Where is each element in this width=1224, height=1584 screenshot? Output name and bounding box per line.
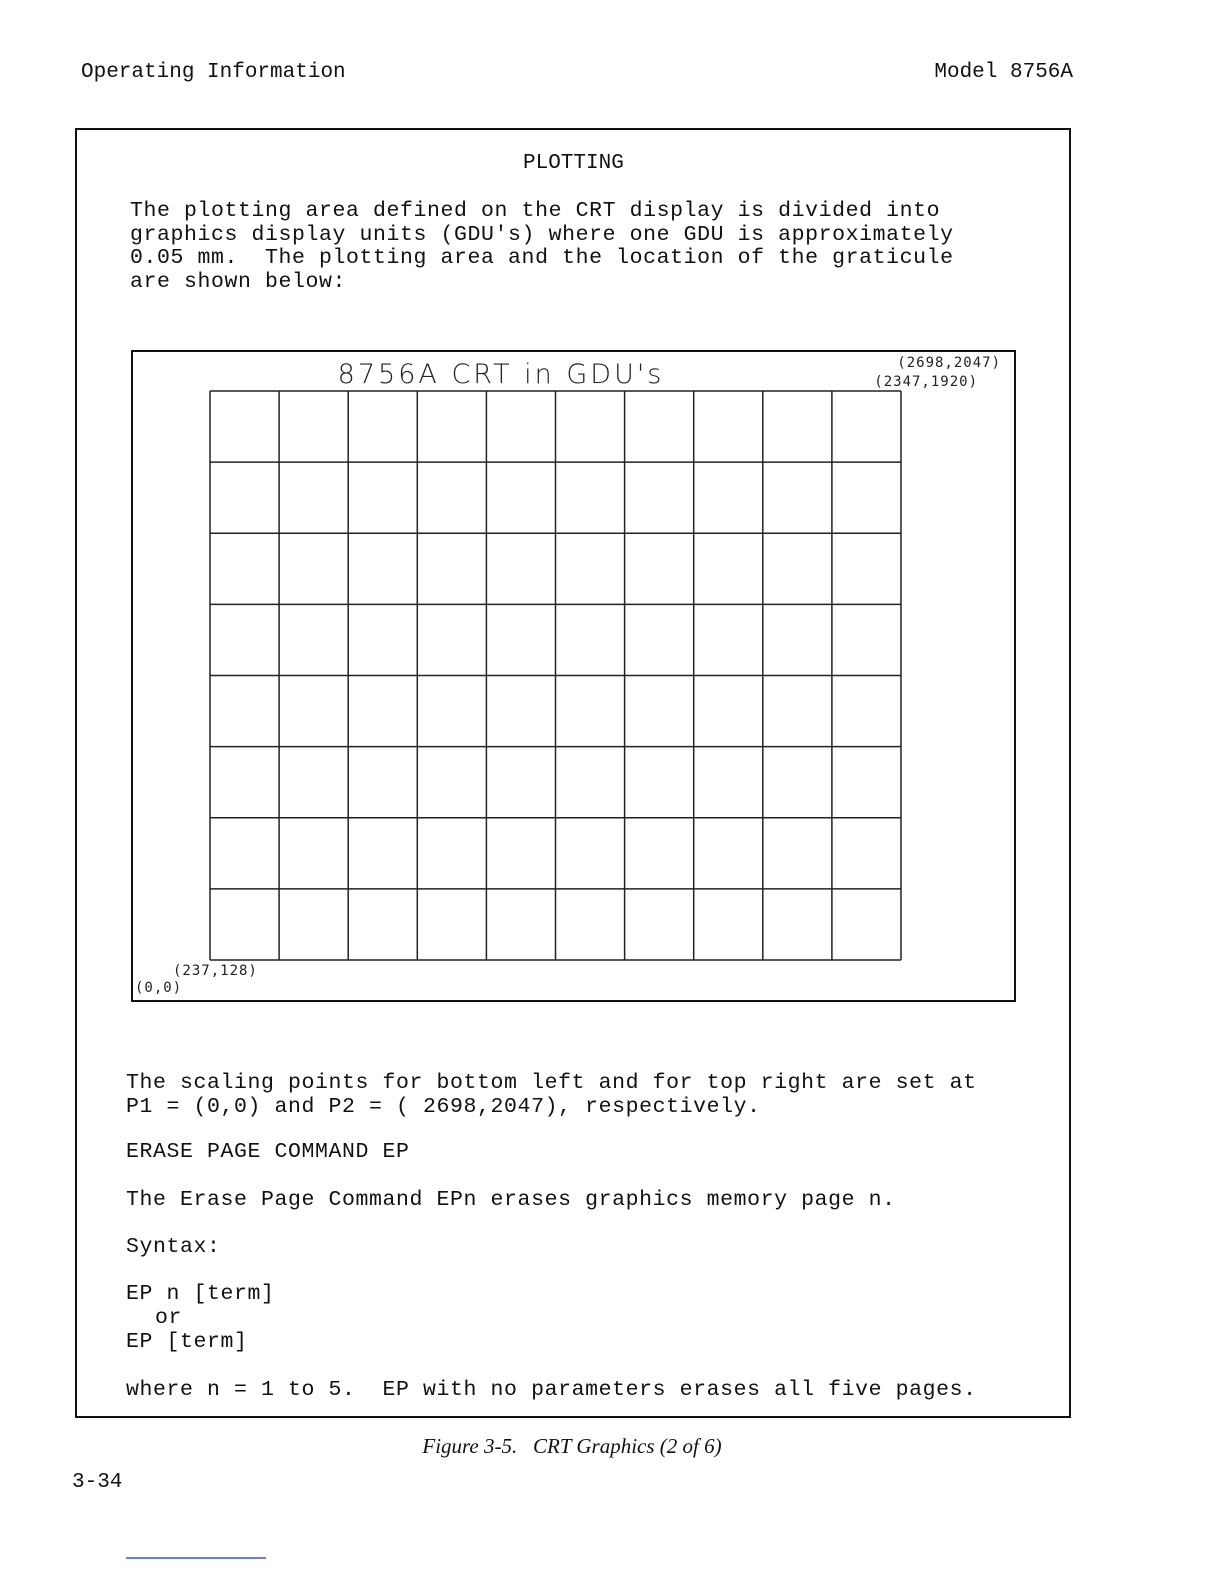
syntax-or: or bbox=[155, 1306, 183, 1330]
graticule-bottom-left-coord: (237,128) bbox=[173, 963, 258, 979]
intro-line: 0.05 mm. The plotting area and the location of the graticule bbox=[130, 246, 954, 270]
figure-caption: Figure 3-5. CRT Graphics (2 of 6) bbox=[422, 1434, 722, 1458]
scaling-line: The scaling points for bottom left and for top right are set at bbox=[126, 1071, 977, 1095]
intro-paragraph bbox=[130, 200, 954, 294]
syntax-form-2: EP [term] bbox=[126, 1330, 248, 1354]
parameter-note: where n = 1 to 5. EP with no parameters erases all five pages. bbox=[126, 1378, 977, 1402]
origin-coord: (0,0) bbox=[135, 980, 183, 996]
erase-page-heading: ERASE PAGE COMMAND EP bbox=[126, 1140, 410, 1164]
graticule-top-right-coord: (2347,1920) bbox=[874, 374, 978, 390]
header-model: Model 8756A bbox=[934, 61, 1073, 84]
scaling-line: P1 = (0,0) and P2 = ( 2698,2047), respectively. bbox=[126, 1094, 761, 1119]
crt-diagram-title: 8756A CRT in GDU's bbox=[337, 359, 665, 390]
erase-page-description: The Erase Page Command EPn erases graphics memory page n. bbox=[126, 1188, 896, 1212]
crt-gdu-diagram bbox=[131, 350, 1016, 1002]
syntax-form-1: EP n [term] bbox=[126, 1282, 275, 1306]
intro-line: are shown below: bbox=[130, 269, 347, 294]
intro-line: graphics display units (GDU's) where one GDU is approximately bbox=[130, 222, 954, 247]
page-number: 3-34 bbox=[72, 1471, 123, 1494]
plotting-heading: PLOTTING bbox=[523, 152, 624, 175]
intro-line: The plotting area defined on the CRT display is divided into bbox=[130, 199, 941, 223]
header-section-title: Operating Information bbox=[81, 61, 346, 84]
graticule-grid bbox=[210, 391, 901, 960]
scaling-paragraph bbox=[126, 1072, 977, 1119]
syntax-label: Syntax: bbox=[126, 1235, 221, 1259]
outer-top-right-coord: (2698,2047) bbox=[897, 355, 1001, 371]
footer-rule bbox=[126, 1557, 266, 1559]
